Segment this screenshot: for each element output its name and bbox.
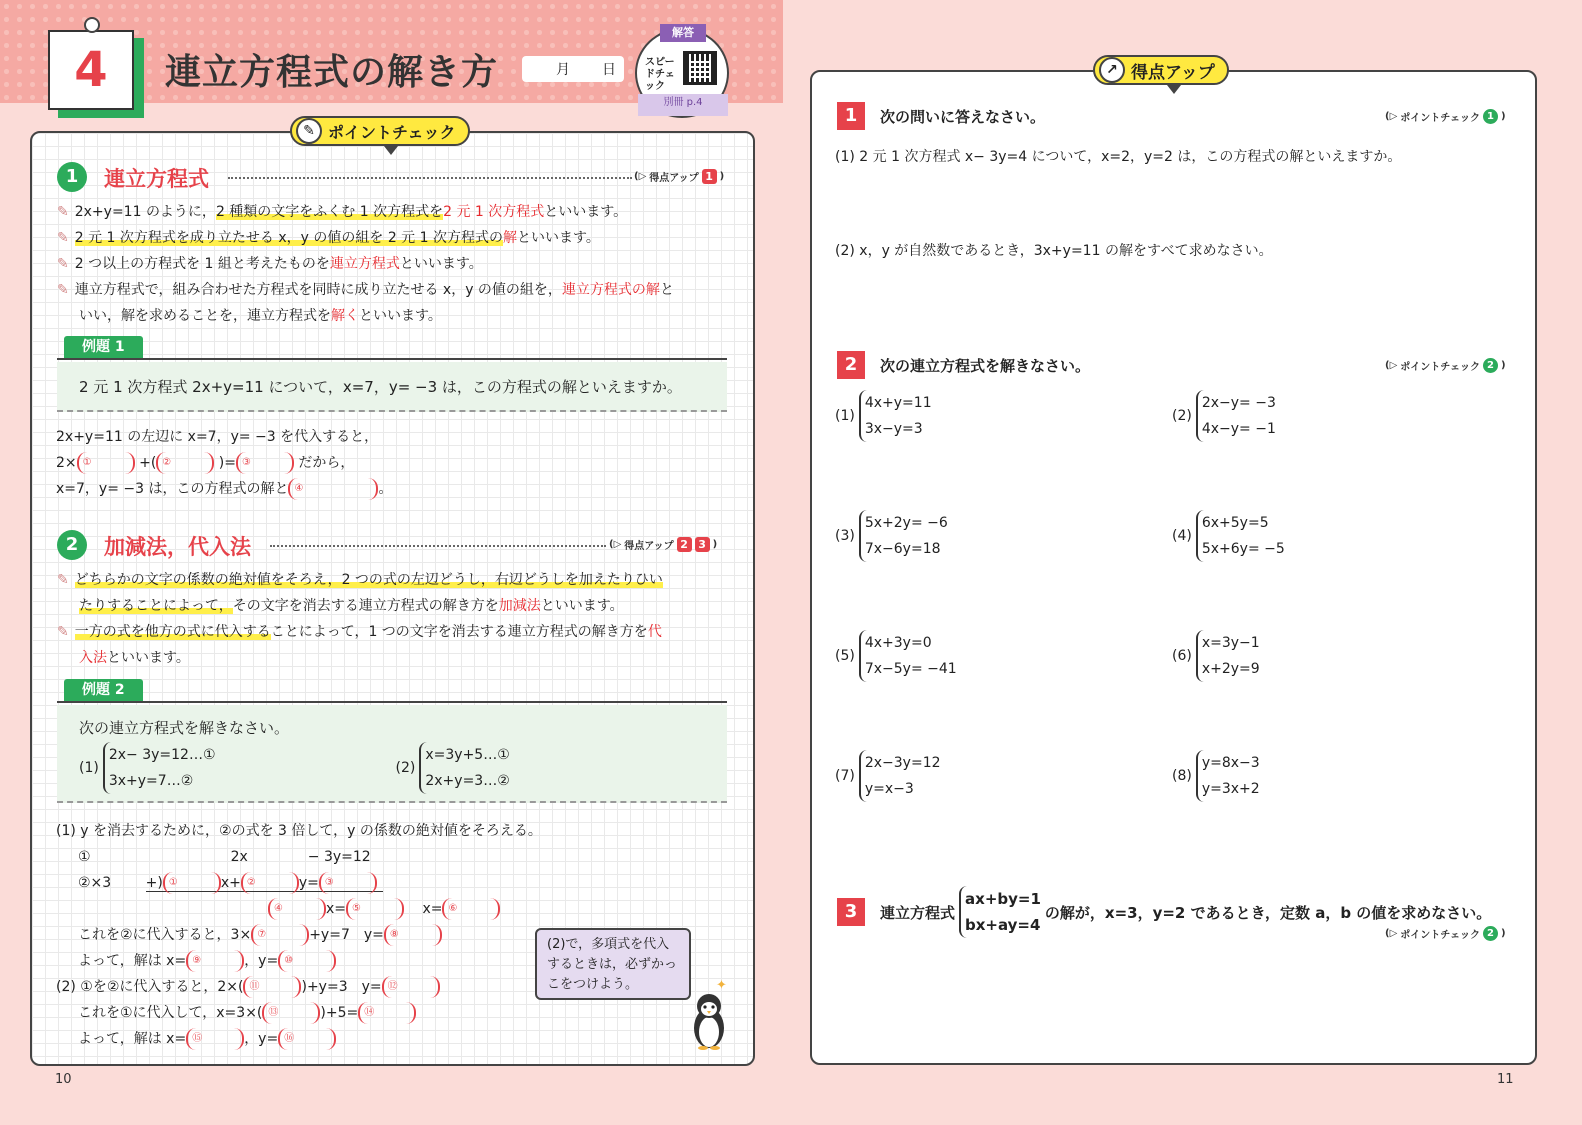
work-line: ④ x= ⑤ x= ⑥: [56, 896, 536, 922]
work-line: ① 2x − 3y=12: [78, 849, 371, 865]
system-1: (1) 4x+y=11 3x−y=3: [835, 390, 932, 442]
answer-page-ref: 別冊 p.4: [638, 94, 728, 116]
point-check-label: ポイントチェック: [328, 122, 456, 142]
lesson-number: 4: [48, 30, 134, 110]
ref-number: 1: [1483, 109, 1498, 124]
question-1-part-1: (1) 2 元 1 次方程式 x− 3y=4 について，x=2，y=2 は，この方程式の解といえますか。: [835, 149, 1402, 165]
answer-slot[interactable]: ⑯: [278, 1028, 336, 1050]
answer-slot[interactable]: ⑫: [382, 976, 440, 998]
system-6: (6) x=3y−1 x+2y=9: [1172, 630, 1260, 682]
answer-slot[interactable]: ②: [156, 452, 214, 474]
answer-slot[interactable]: ⑧: [384, 924, 442, 946]
date-day-label: 日: [602, 62, 616, 78]
ref-number: 2: [1483, 358, 1498, 373]
work-line: よって，解は x= ⑨ ，y= ⑩: [56, 948, 536, 974]
ref-label: ポイントチェック: [1400, 113, 1480, 124]
play-icon: (▷: [1385, 360, 1398, 371]
tip-bubble: (2)で，多項式を代入するときは，必ずかっこをつけよう。: [535, 928, 691, 1000]
ref-number: 2: [677, 537, 692, 552]
work-line: 2x+y=11 の左辺に x=7，y= −3 を代入すると，: [56, 429, 379, 445]
answer-slot[interactable]: ⑨: [186, 950, 244, 972]
pin-bullet-icon: ✎: [57, 204, 69, 220]
answer-slot[interactable]: ⑦: [251, 924, 309, 946]
answer-slot[interactable]: ⑩: [278, 950, 336, 972]
question-3-text: 連立方程式 ax+by=1 bx+ay=4 の解が，x=3，y=2 であるとき，定数 a，b の値を求めなさい。: [880, 886, 1530, 938]
pin-bullet-icon: ✎: [57, 282, 69, 298]
example-divider: [57, 701, 727, 703]
ref-number: 1: [702, 169, 717, 184]
bullet-list-1: [57, 199, 737, 329]
pin-bullet-icon: ✎: [57, 572, 69, 588]
tag-pointer: [384, 146, 398, 155]
answer-slot[interactable]: ⑪: [243, 976, 301, 998]
answer-slot[interactable]: ③: [319, 872, 377, 894]
example-2-question: 次の連立方程式を解きなさい。: [79, 719, 290, 737]
answer-slot[interactable]: ④: [288, 478, 378, 500]
score-up-tag: [1093, 55, 1229, 85]
point-check-header: [290, 116, 470, 146]
play-icon: (▷: [1385, 928, 1398, 939]
system-2: (2) x=3y+5…① 2x+y=3…②: [396, 742, 510, 794]
work-line: (2) ①を②に代入すると，2×( ⑪ )+y=3 y= ⑫: [56, 974, 536, 1000]
system-4: (4) 6x+5y=5 5x+6y= −5: [1172, 510, 1285, 562]
answer-slot[interactable]: ⑭: [358, 1002, 416, 1024]
answer-slot[interactable]: ④: [268, 898, 326, 920]
question-3-number: 3: [837, 898, 865, 926]
clip-icon: [84, 17, 100, 33]
point-check-tag: [290, 116, 470, 146]
play-icon: (▷: [1385, 111, 1398, 122]
example-2-tag: 例題 2: [64, 679, 143, 701]
work-line: よって，解は x= ⑮ ，y= ⑯: [56, 1026, 536, 1052]
play-icon: (▷: [634, 171, 647, 182]
section-1-number: 1: [57, 162, 87, 192]
ref-label: 得点アップ: [624, 541, 674, 552]
system-2: (2) 2x−y= −3 4x−y= −1: [1172, 390, 1276, 442]
ref-label: ポイントチェック: [1400, 930, 1480, 941]
tag-pointer: [1167, 85, 1181, 94]
section-1-ref[interactable]: (▷ 得点アップ 1 ): [634, 170, 725, 184]
example-2-box: [57, 705, 727, 803]
system-5: (5) 4x+3y=0 7x−5y= −41: [835, 630, 957, 682]
example-1-box: [57, 362, 727, 412]
example-1-tag: 例題 1: [64, 336, 143, 358]
answer-slot[interactable]: ①: [77, 452, 135, 474]
question-2-text: 次の連立方程式を解きなさい。: [880, 357, 1091, 375]
speed-check-label: スピードチェック: [645, 57, 675, 92]
work-line: (1) y を消去するために，②の式を 3 倍して，y の係数の絶対値をそろえる。: [56, 823, 542, 839]
work-line: 2× ① +( ② )= ③ だから，: [56, 450, 736, 476]
qr-code-pattern: [690, 58, 710, 78]
example-1-work: [56, 424, 736, 502]
page-number-left: 10: [55, 1072, 72, 1087]
ref-label: 得点アップ: [649, 173, 699, 184]
answer-tab: 解答: [660, 24, 706, 42]
example-2-systems: [79, 742, 705, 794]
section-2-number: 2: [57, 530, 87, 560]
bullet-item: ✎ どちらかの文字の係数の絶対値をそろえ，2 つの式の左辺どうし，右辺どうしを加えたりひい たりすることによって，その文字を消去する連立方程式の解き方を加減法といいます。: [57, 572, 663, 614]
bullet-item: ✎ 一方の式を他方の式に代入することによって，1 つの文字を消去する連立方程式の解き方を代 入法といいます。: [57, 624, 662, 666]
question-1-part-2: (2) x，y が自然数であるとき，3x+y=11 の解をすべて求めなさい。: [835, 243, 1273, 259]
system-3: (3) 5x+2y= −6 7x−6y=18: [835, 510, 948, 562]
example-1-question: 2 元 1 次方程式 2x+y=11 について，x=7，y= −3 は，この方程式の解といえますか。: [79, 378, 682, 396]
answer-slot[interactable]: ②: [241, 872, 299, 894]
system-1: (1) 2x− 3y=12…① 3x+y=7…②: [79, 742, 216, 794]
pin-bullet-icon: ✎: [57, 624, 69, 640]
bullet-item: ✎ 2 元 1 次方程式を成り立たせる x，y の値の組を 2 元 1 次方程式の解といいます。: [57, 230, 600, 246]
question-2-ref[interactable]: (▷ ポイントチェック 2 ): [1385, 360, 1506, 373]
pin-bullet-icon: ✎: [57, 256, 69, 272]
date-month-label: 月: [556, 62, 570, 78]
work-line: ②×3 +) ① x+ ② y= ③: [56, 870, 536, 896]
score-up-header: [1093, 55, 1229, 85]
dotted-leader: [270, 545, 606, 547]
answer-slot[interactable]: ⑤: [346, 898, 404, 920]
answer-slot[interactable]: ⑥: [442, 898, 500, 920]
pin-icon: ✎: [296, 118, 322, 144]
trend-up-icon: ↗: [1099, 57, 1125, 83]
work-line: x=7，y= −3 は，この方程式の解と ④ 。: [56, 476, 736, 502]
bullet-item: ✎ 2x+y=11 のように，2 種類の文字をふくむ 1 次方程式を2 元 1 次方程式といいます。: [57, 204, 628, 220]
system-8: (8) y=8x−3 y=3x+2: [1172, 750, 1260, 802]
answer-slot[interactable]: ①: [163, 872, 221, 894]
section-2-title: 加減法，代入法: [104, 535, 251, 559]
work-line: これを②に代入すると，3× ⑦ +y=7 y= ⑧: [56, 922, 536, 948]
system-7: (7) 2x−3y=12 y=x−3: [835, 750, 941, 802]
example-divider: [57, 358, 727, 360]
question-1-number: 1: [837, 102, 865, 130]
example-2-work: [56, 818, 542, 1052]
ref-number: 3: [695, 537, 710, 552]
bullet-item: ✎ 2 つ以上の方程式を 1 組と考えたものを連立方程式といいます。: [57, 256, 483, 272]
dotted-leader: [228, 177, 632, 179]
lesson-title: 連立方程式の解き方: [165, 52, 499, 93]
page-number-right: 11: [1497, 1072, 1514, 1087]
bullet-list-2: [57, 567, 737, 671]
bullet-item: ✎ 連立方程式で，組み合わせた方程式を同時に成り立たせる x，y の値の組を，連立方程式の解と いい，解を求めることを，連立方程式を解くといいます。: [57, 282, 674, 324]
date-field[interactable]: [522, 56, 624, 82]
score-up-label: 得点アップ: [1131, 62, 1215, 83]
section-2-ref[interactable]: (▷ 得点アップ 2 3 ): [609, 538, 718, 552]
question-3-ref[interactable]: (▷ ポイントチェック 2 ): [1385, 928, 1506, 941]
ref-number: 2: [1483, 926, 1498, 941]
question-1-text: 次の問いに答えなさい。: [880, 108, 1046, 126]
section-1-title: 連立方程式: [104, 167, 209, 191]
answer-slot[interactable]: ③: [236, 452, 294, 474]
question-1-ref[interactable]: (▷ ポイントチェック 1 ): [1385, 111, 1506, 124]
answer-slot[interactable]: ⑬: [262, 1002, 320, 1024]
question-2-number: 2: [837, 351, 865, 379]
lightbulb-icon: ✦: [716, 978, 727, 993]
answer-slot[interactable]: ⑮: [186, 1028, 244, 1050]
work-line: これを①に代入して，x=3×( ⑬ )+5= ⑭: [56, 1000, 536, 1026]
pin-bullet-icon: ✎: [57, 230, 69, 246]
play-icon: (▷: [609, 539, 622, 550]
penguin-icon: [690, 990, 728, 1050]
ref-label: ポイントチェック: [1400, 362, 1480, 373]
